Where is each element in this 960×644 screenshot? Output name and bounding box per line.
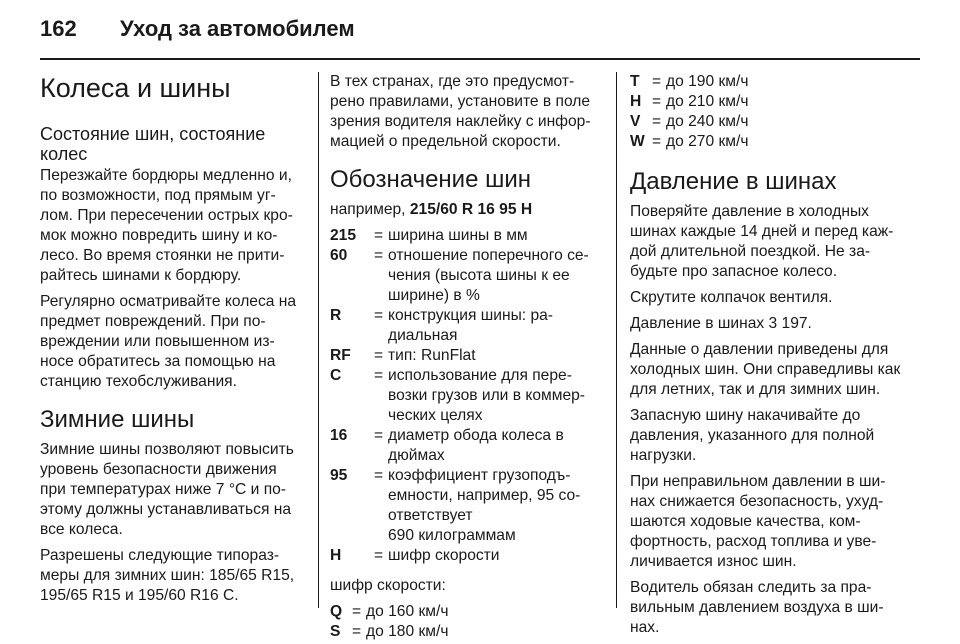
equals-sign: =	[374, 227, 384, 244]
tire-pressure-paragraph-2: Скрутите колпачок вентиля.	[630, 289, 833, 306]
definition-text: ширина шины в мм	[388, 227, 528, 244]
equals-sign: =	[374, 367, 384, 384]
running-title: Уход за автомобилем	[120, 16, 355, 41]
definition-row	[330, 226, 602, 246]
equals-sign: =	[352, 623, 362, 640]
example-line	[330, 200, 602, 220]
definition-text: до 240 км/ч	[666, 113, 749, 130]
definition-text: до 180 км/ч	[366, 623, 449, 640]
definition-row	[630, 132, 902, 152]
equals-sign: =	[652, 113, 662, 130]
equals-sign: =	[374, 547, 384, 564]
tire-code-list	[330, 226, 602, 566]
speed-sticker-paragraph: В тех странах, где это предусмот-рено правилами, установите в поле зрения водителя наклейку с инфор-мацией о предельной скорости.	[330, 73, 591, 150]
definition-row	[630, 92, 902, 112]
definition-term: H	[630, 93, 642, 110]
equals-sign: =	[652, 133, 662, 150]
definition-text: до 190 км/ч	[666, 73, 749, 90]
page-number: 162	[40, 16, 77, 41]
equals-sign: =	[374, 427, 384, 444]
definition-row	[330, 426, 602, 466]
definition-term: Q	[330, 603, 343, 620]
equals-sign: =	[652, 93, 662, 110]
tire-pressure-paragraph-6: При неправильном давлении в ши-нах снижается безопасность, ухуд-шаются ходовые качества, ком-фортность, расход топлива и уве-личивается износ шин.	[630, 473, 886, 570]
equals-sign: =	[374, 467, 384, 484]
column-2	[330, 72, 602, 642]
definition-row	[330, 366, 602, 426]
winter-tires-paragraph-1: Зимние шины позволяют повысить уровень безопасности движения при температурах ниже 7 °C и по-этому должны устанавливаться на все колеса.	[40, 441, 294, 538]
pressure-ref-text: Давление в шинах	[630, 315, 769, 332]
definition-term: RF	[330, 347, 351, 364]
definition-text: до 210 км/ч	[666, 93, 749, 110]
definition-term: T	[630, 73, 640, 90]
definition-term: 215	[330, 227, 357, 244]
column-3	[630, 72, 902, 644]
tire-condition-paragraph-2: Регулярно осматривайте колеса на предмет повреждений. При по-вреждении или повышенном из-носе обратитесь за помощью на станцию техобслуживания.	[40, 293, 297, 390]
tire-pressure-paragraph-1: Поверяйте давление в холодных шинах каждые 14 дней и перед каж-дой длительной поездкой. Не за-будьте про запасное колесо.	[630, 203, 894, 280]
definition-row	[330, 466, 602, 546]
equals-sign: =	[374, 247, 384, 264]
definition-term: 60	[330, 247, 348, 264]
column-1	[40, 72, 302, 612]
definition-row	[330, 622, 602, 642]
example-code: 215/60 R 16 95 H	[409, 201, 533, 218]
definition-term: S	[330, 623, 341, 640]
section-title: Колеса и шины	[40, 73, 231, 103]
definition-row	[330, 306, 602, 346]
definition-text: использование для пере-возки грузов или в коммер-ческих целях	[388, 367, 585, 424]
definition-term: H	[330, 547, 342, 564]
tire-pressure-paragraph-4: Данные о давлении приведены для холодных шин. Они справедливы как для летних, так и для зимних шин.	[630, 341, 901, 398]
equals-sign: =	[374, 307, 384, 324]
definition-term: V	[630, 113, 641, 130]
definition-row	[630, 72, 902, 92]
winter-tires-paragraph-2: Разрешены следующие типораз-меры для зимних шин: 185/65 R15, 195/65 R15 и 195/60 R16 C.	[40, 547, 295, 604]
definition-row	[330, 246, 602, 306]
definition-text: шифр скорости	[388, 547, 500, 564]
definition-text: до 270 км/ч	[666, 133, 749, 150]
page-reference-link[interactable]: 3 197.	[768, 315, 812, 332]
definition-term: C	[330, 367, 342, 384]
definition-text: тип: RunFlat	[388, 347, 476, 364]
definition-text: отношение поперечного се-чения (высота шины к ее ширине) в %	[388, 247, 589, 304]
tire-pressure-paragraph-7: Водитель обязан следить за пра-вильным давлением воздуха в ши-нах.	[630, 579, 884, 636]
equals-sign: =	[652, 73, 662, 90]
definition-term: 16	[330, 427, 348, 444]
definition-term: 95	[330, 467, 348, 484]
tire-pressure-paragraph-5: Запасную шину накачивайте до давления, указанного для полной нагрузки.	[630, 407, 875, 464]
definition-text: конструкция шины: ра-диальная	[388, 307, 553, 344]
definition-row	[630, 112, 902, 132]
definition-text: до 160 км/ч	[366, 603, 449, 620]
definition-term: R	[330, 307, 342, 324]
example-prefix: например,	[330, 201, 410, 218]
definition-row	[330, 346, 602, 366]
definition-text: коэффициент грузоподъ-емности, например, 95 со-ответствует 690 килограммам	[388, 467, 581, 544]
tire-designation-heading: Обозначение шин	[330, 166, 532, 193]
tire-pressure-heading: Давление в шинах	[630, 168, 837, 195]
definition-term: W	[630, 133, 645, 150]
tire-condition-paragraph-1: Перезжайте бордюры медленно и, по возможности, под прямым уг-лом. При пересечении острых кро-мок можно повредить шину и ко-лесо. Во время стоянки не прити-райтесь шинами к бордюру.	[40, 167, 293, 284]
column-divider-1	[318, 72, 319, 608]
equals-sign: =	[374, 347, 384, 364]
definition-text: диаметр обода колеса в дюймах	[388, 427, 564, 464]
definition-row	[330, 602, 602, 622]
equals-sign: =	[352, 603, 362, 620]
speed-index-intro: шифр скорости:	[330, 577, 446, 594]
definition-row	[330, 546, 602, 566]
page-header	[40, 16, 920, 56]
speed-index-list-1	[330, 602, 602, 642]
column-divider-2	[616, 72, 617, 608]
speed-index-list-2	[630, 72, 902, 152]
tire-condition-heading: Состояние шин, состояние колес	[40, 124, 266, 164]
winter-tires-heading: Зимние шины	[40, 406, 195, 433]
header-rule	[40, 58, 920, 60]
tire-pressure-paragraph-3	[630, 314, 902, 334]
